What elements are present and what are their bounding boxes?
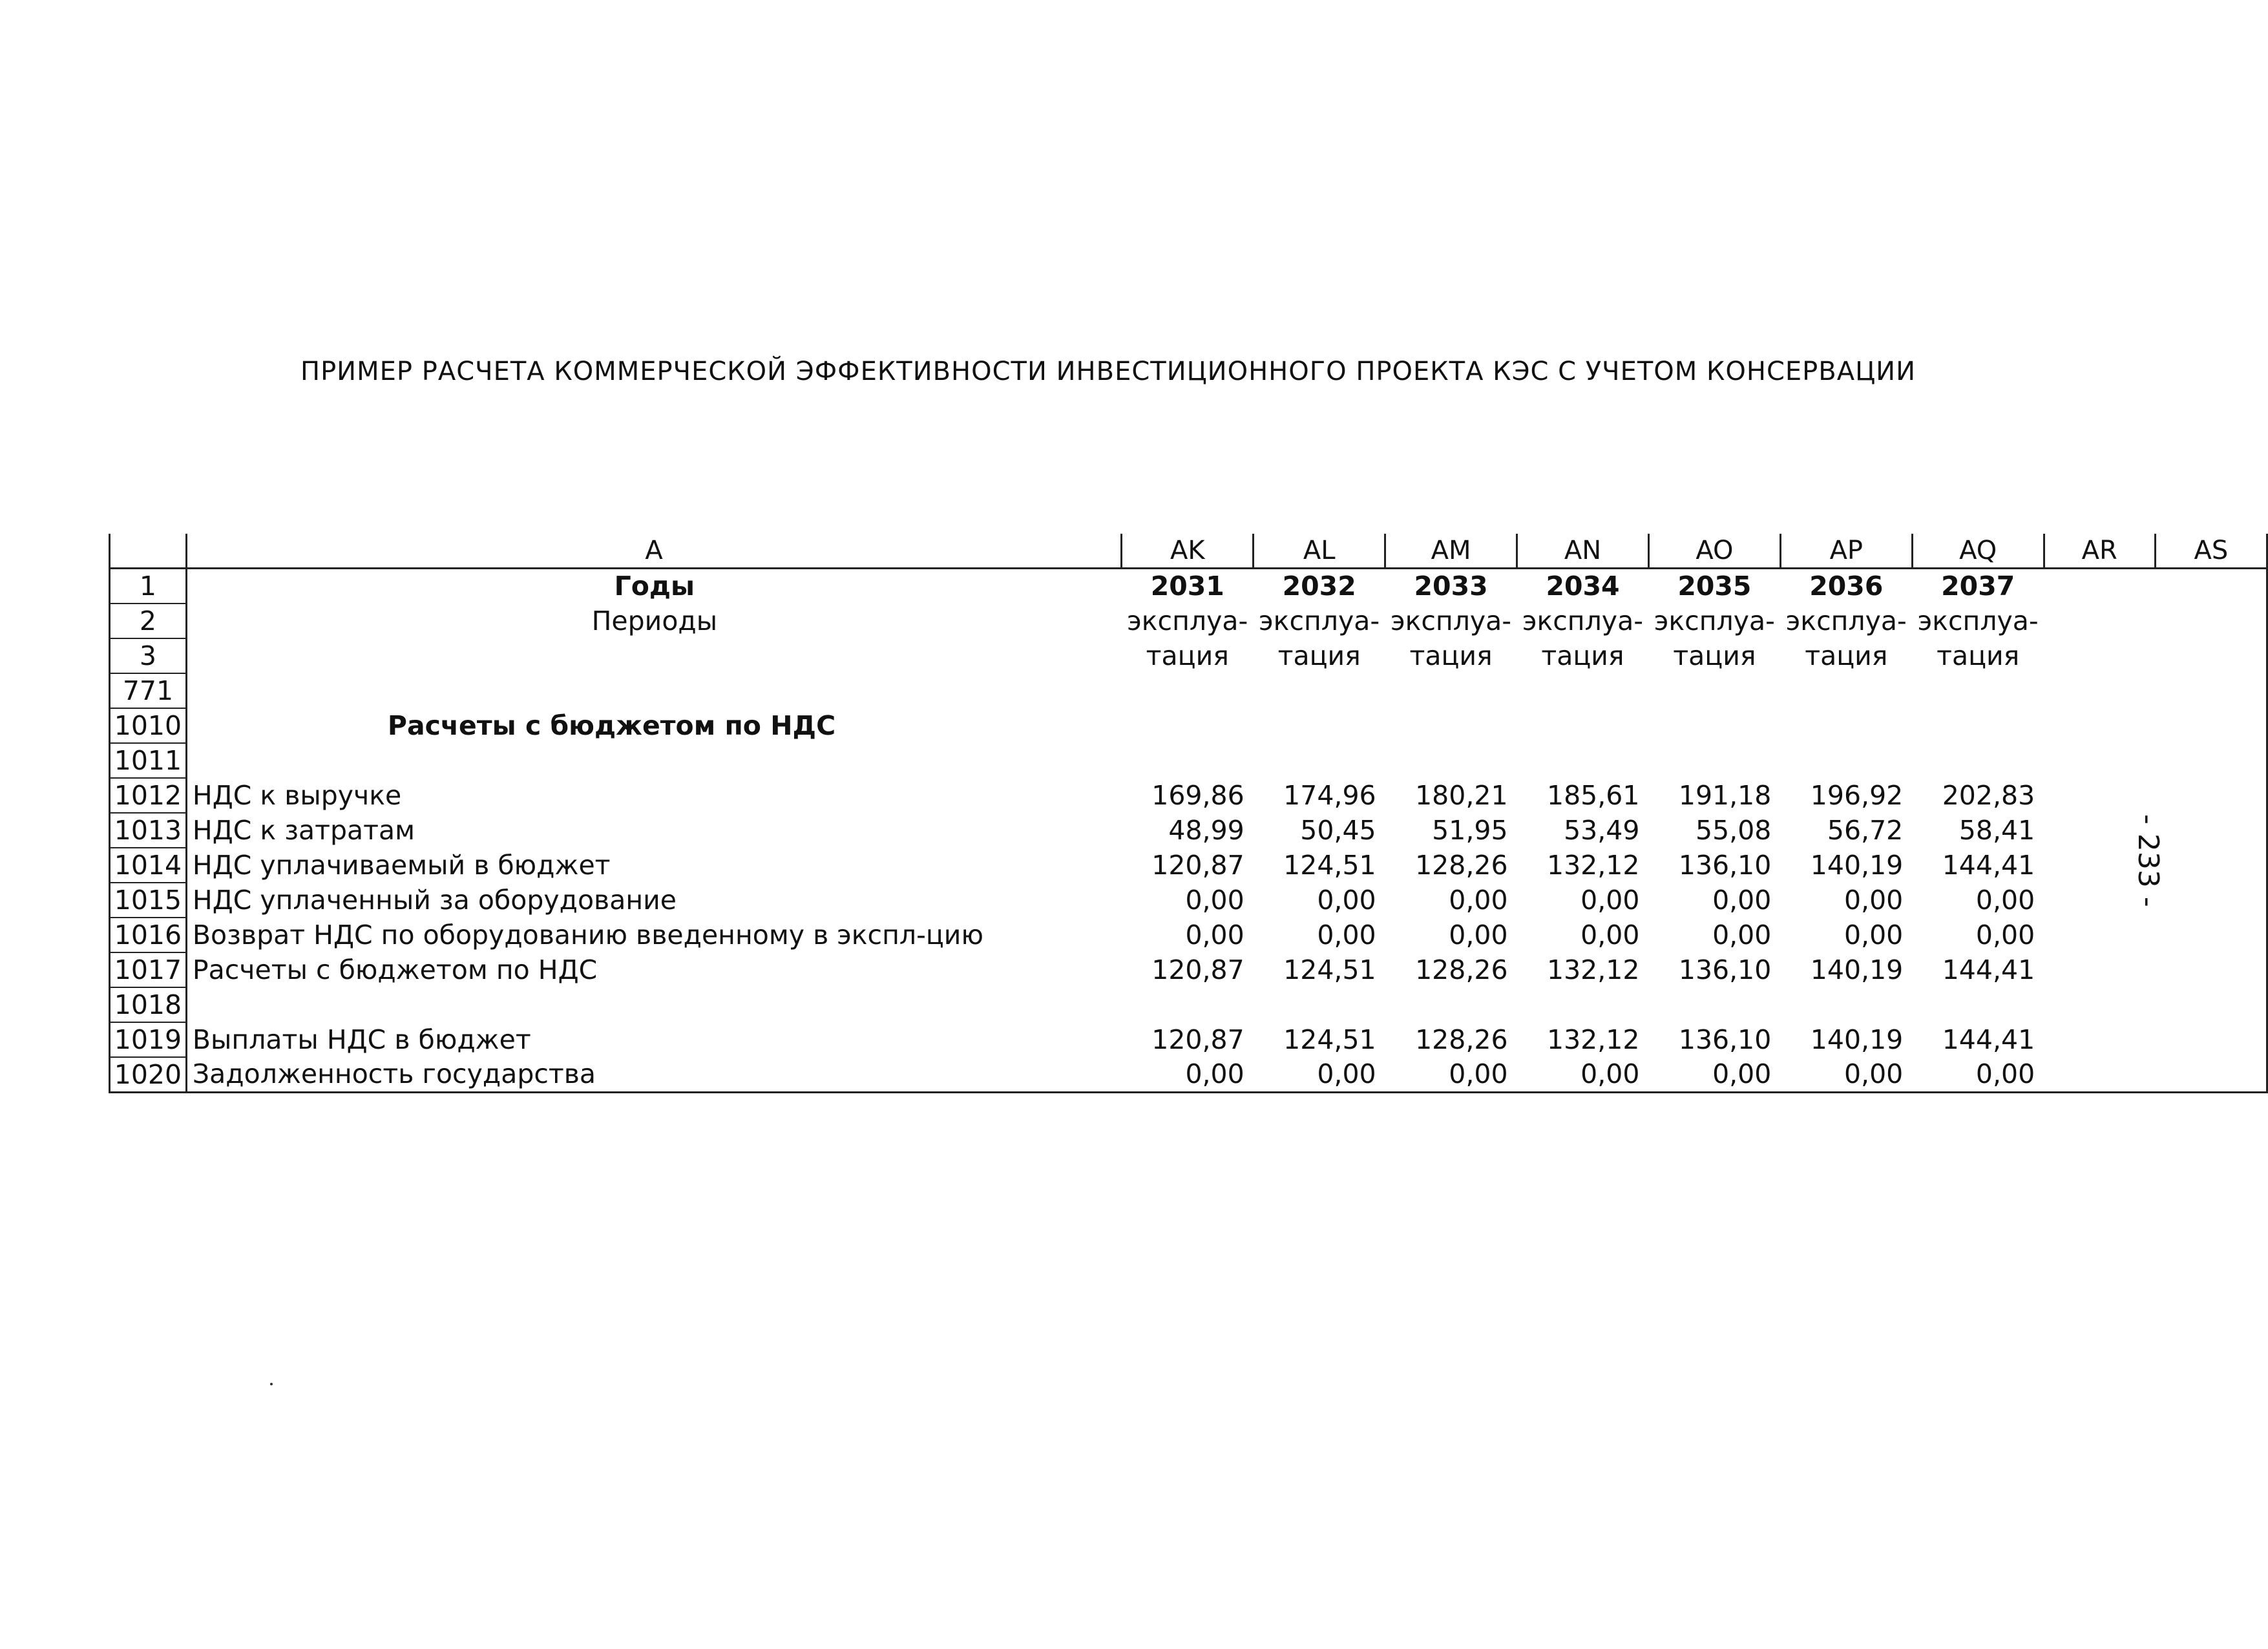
section-title: Расчеты с бюджетом по НДС [387, 709, 836, 741]
row-number[interactable]: 1017 [110, 952, 187, 987]
column-header-ao[interactable]: AO [1648, 534, 1780, 569]
row-label: Расчеты с бюджетом по НДС [192, 954, 598, 985]
row-label: Годы [614, 571, 695, 602]
column-header-an[interactable]: AN [1517, 534, 1649, 569]
value-cell: 120,87 [1151, 849, 1244, 881]
value-cell: 48,99 [1168, 814, 1244, 846]
value-cell: 174,96 [1283, 779, 1376, 811]
row-number[interactable]: 1019 [110, 1022, 187, 1057]
year-cell: 2037 [1941, 571, 2015, 602]
value-cell: 120,87 [1151, 954, 1244, 985]
empty-cell [2044, 569, 2155, 604]
period-cell: эксплуа- [1654, 605, 1775, 636]
value-cell: 128,26 [1415, 849, 1508, 881]
value-cell: 0,00 [1580, 884, 1640, 916]
column-header-ar[interactable]: AR [2044, 534, 2155, 569]
column-header-am[interactable]: AM [1385, 534, 1517, 569]
value-cell: 132,12 [1546, 1024, 1640, 1055]
table-row [110, 918, 2267, 952]
value-cell: 0,00 [1122, 1057, 1254, 1093]
value-cell: 0,00 [1185, 884, 1244, 916]
row-label: Периоды [591, 605, 718, 636]
empty-cell [2044, 638, 2155, 673]
value-cell: 136,10 [1678, 1024, 1772, 1055]
row-number[interactable]: 1010 [110, 708, 187, 743]
value-cell: 0,00 [1580, 919, 1640, 951]
column-header-a[interactable]: A [186, 534, 1121, 569]
empty-cell [2155, 569, 2267, 604]
row-label [186, 638, 1121, 673]
period-cell: тация [1146, 640, 1229, 671]
value-cell: 144,41 [1942, 1024, 2035, 1055]
row-label [186, 987, 1121, 1022]
year-cell: 2036 [1809, 571, 1884, 602]
table-row [110, 638, 2267, 673]
value-cell: 196,92 [1810, 779, 1904, 811]
value-cell: 0,00 [1843, 919, 1904, 951]
value-cell: 144,41 [1942, 849, 2035, 881]
value-cell: 0,00 [1648, 1057, 1780, 1093]
column-header-aq[interactable]: AQ [1912, 534, 2044, 569]
table-row [110, 1057, 2267, 1093]
value-cell: 124,51 [1283, 1024, 1376, 1055]
period-cell: эксплуа- [1522, 605, 1643, 636]
table-row [110, 743, 2267, 778]
row-number[interactable]: 3 [110, 638, 187, 673]
row-number[interactable]: 1016 [110, 918, 187, 952]
select-all-corner[interactable] [110, 534, 187, 569]
value-cell: 53,49 [1564, 814, 1640, 846]
empty-cell [2155, 604, 2267, 638]
table-row [110, 778, 2267, 813]
value-cell: 0,00 [1449, 919, 1508, 951]
value-cell: 140,19 [1810, 849, 1904, 881]
value-cell: 124,51 [1283, 954, 1376, 985]
row-number[interactable]: 1013 [110, 813, 187, 848]
table-row [110, 848, 2267, 883]
value-cell: 0,00 [1975, 884, 2035, 916]
value-cell: 202,83 [1942, 779, 2035, 811]
value-cell: 132,12 [1546, 849, 1640, 881]
row-label: НДС к выручке [192, 779, 402, 811]
value-cell: 0,00 [1449, 884, 1508, 916]
value-cell: 185,61 [1546, 779, 1640, 811]
year-cell: 2032 [1282, 571, 1356, 602]
value-cell: 0,00 [1975, 919, 2035, 951]
period-cell: эксплуа- [1127, 605, 1248, 636]
row-number[interactable]: 1011 [110, 743, 187, 778]
page-title: ПРИМЕР РАСЧЕТА КОММЕРЧЕСКОЙ ЭФФЕКТИВНОСТИ ИНВЕСТИЦИОННОГО ПРОЕКТА КЭС С УЧЕТОМ КОНСЕРВАЦИИ [300, 357, 1916, 386]
row-label [186, 673, 1121, 708]
table-row [110, 987, 2267, 1022]
period-cell: эксплуа- [1259, 605, 1380, 636]
value-cell: 55,08 [1695, 814, 1772, 846]
period-cell: тация [1541, 640, 1624, 671]
value-cell: 0,00 [1843, 884, 1904, 916]
value-cell: 128,26 [1415, 954, 1508, 985]
value-cell: 0,00 [1517, 1057, 1649, 1093]
row-label: НДС уплачиваемый в бюджет [192, 849, 611, 881]
row-label: НДС уплаченный за оборудование [192, 884, 677, 916]
table-row [110, 883, 2267, 918]
row-number[interactable]: 1 [110, 569, 187, 604]
empty-cell [2155, 638, 2267, 673]
period-cell: тация [1673, 640, 1756, 671]
value-cell: 0,00 [1712, 919, 1772, 951]
value-cell: 58,41 [1958, 814, 2035, 846]
value-cell: 0,00 [1712, 884, 1772, 916]
year-cell: 2035 [1677, 571, 1752, 602]
row-number[interactable]: 1018 [110, 987, 187, 1022]
spreadsheet-table [109, 534, 2268, 1093]
table-row [110, 952, 2267, 987]
value-cell: 180,21 [1415, 779, 1508, 811]
value-cell: 136,10 [1678, 849, 1772, 881]
row-number[interactable]: 1014 [110, 848, 187, 883]
page-number [2126, 775, 2165, 905]
column-header-ak[interactable]: AK [1122, 534, 1254, 569]
period-cell: тация [1937, 640, 2020, 671]
row-number[interactable]: 771 [110, 673, 187, 708]
value-cell: 0,00 [1254, 1057, 1385, 1093]
table-row [110, 708, 2267, 743]
period-cell: эксплуа- [1391, 605, 1512, 636]
row-label: НДС к затратам [192, 814, 415, 846]
column-header-as[interactable]: AS [2155, 534, 2267, 569]
row-label: Задолженность государства [186, 1057, 1121, 1093]
value-cell: 169,86 [1151, 779, 1244, 811]
column-header-row [110, 534, 2267, 569]
year-cell: 2033 [1414, 571, 1488, 602]
value-cell: 132,12 [1546, 954, 1640, 985]
value-cell: 144,41 [1942, 954, 2035, 985]
value-cell: 0,00 [1185, 919, 1244, 951]
table-row [110, 673, 2267, 708]
value-cell: 0,00 [1780, 1057, 1912, 1093]
column-header-al[interactable]: AL [1254, 534, 1385, 569]
value-cell: 56,72 [1827, 814, 1904, 846]
value-cell: 50,45 [1300, 814, 1376, 846]
row-number[interactable]: 2 [110, 604, 187, 638]
row-label [186, 743, 1121, 778]
value-cell: 51,95 [1432, 814, 1508, 846]
value-cell: 191,18 [1678, 779, 1772, 811]
row-label: Возврат НДС по оборудованию введенному в экспл-цию [192, 919, 983, 951]
row-label: Выплаты НДС в бюджет [192, 1024, 531, 1055]
column-header-ap[interactable]: AP [1780, 534, 1912, 569]
table-row [110, 1022, 2267, 1057]
value-cell: 0,00 [1912, 1057, 2044, 1093]
row-number[interactable]: 1020 [110, 1057, 187, 1093]
period-cell: эксплуа- [1785, 605, 1907, 636]
empty-cell [2044, 604, 2155, 638]
period-cell: эксплуа- [1917, 605, 2039, 636]
value-cell: 136,10 [1678, 954, 1772, 985]
table-row [110, 604, 2267, 638]
value-cell: 0,00 [1385, 1057, 1517, 1093]
table-row [110, 569, 2267, 604]
value-cell: 140,19 [1810, 1024, 1904, 1055]
value-cell: 140,19 [1810, 954, 1904, 985]
year-cell: 2034 [1546, 571, 1620, 602]
year-cell: 2031 [1150, 571, 1224, 602]
period-cell: тация [1409, 640, 1493, 671]
scan-speck [270, 1383, 273, 1385]
value-cell: 0,00 [1317, 884, 1376, 916]
period-cell: тация [1805, 640, 1888, 671]
period-cell: тация [1277, 640, 1361, 671]
value-cell: 0,00 [1317, 919, 1376, 951]
row-number[interactable]: 1012 [110, 778, 187, 813]
value-cell: 120,87 [1151, 1024, 1244, 1055]
value-cell: 124,51 [1283, 849, 1376, 881]
page-number-text: - 233 - [2132, 814, 2165, 907]
row-number[interactable]: 1015 [110, 883, 187, 918]
table-row [110, 813, 2267, 848]
value-cell: 128,26 [1415, 1024, 1508, 1055]
